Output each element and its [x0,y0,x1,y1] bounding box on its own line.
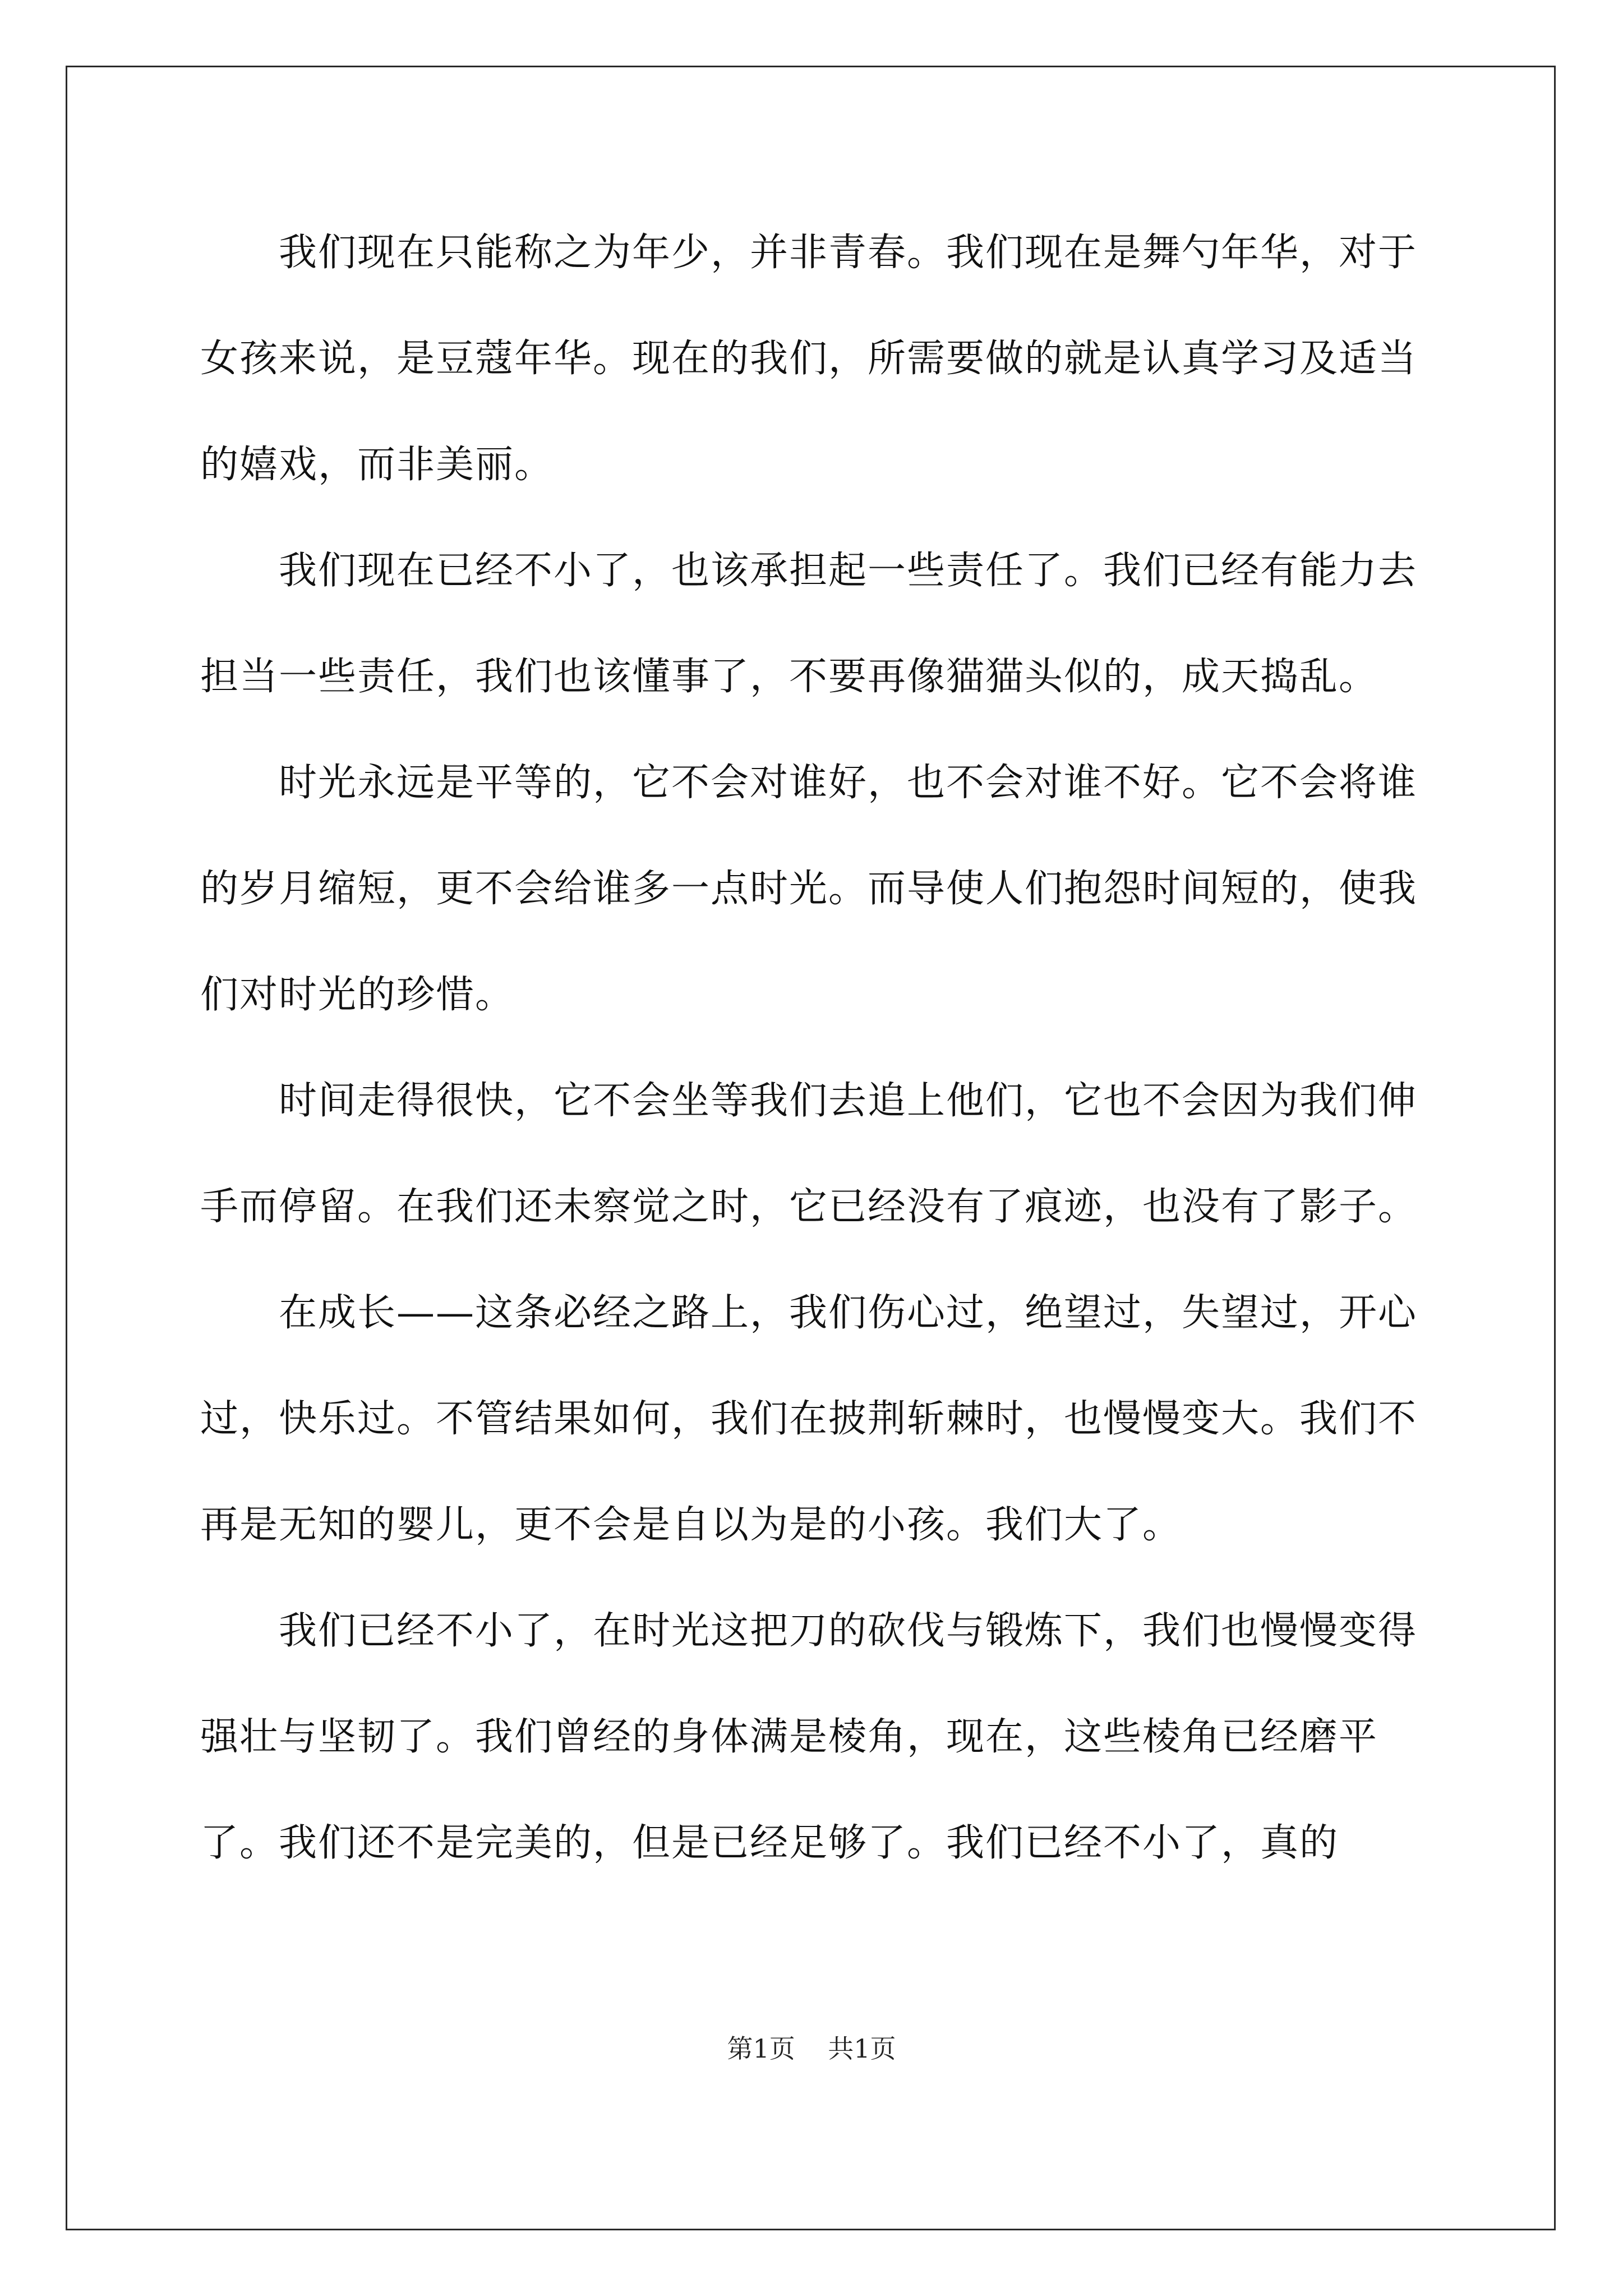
paragraph: 时间走得很快，它不会坐等我们去追上他们，它也不会因为我们伸手而停留。在我们还未察觉之时，它已经没有了痕迹，也没有了影子。 [200,1079,1418,1229]
paragraph: 我们已经不小了，在时光这把刀的砍伐与锻炼下，我们也慢慢变得强壮与坚韧了。我们曾经的身体满是棱角，现在，这些棱角已经磨平了。我们还不是完美的，但是已经足够了。我们已经不小了，真的 [200,1609,1418,1865]
paragraph: 我们现在只能称之为年少，并非青春。我们现在是舞勺年华，对于女孩来说，是豆蔻年华。现在的我们，所需要做的就是认真学习及适当的嬉戏，而非美丽。 [200,231,1418,487]
document-body [200,200,1423,1896]
paragraph: 我们现在已经不小了，也该承担起一些责任了。我们已经有能力去担当一些责任，我们也该懂事了，不要再像猫猫头似的，成天捣乱。 [200,549,1418,699]
paragraph: 时光永远是平等的，它不会对谁好，也不会对谁不好。它不会将谁的岁月缩短，更不会给谁多一点时光。而导使人们抱怨时间短的，使我们对时光的珍惜。 [200,761,1418,1017]
paragraph: 在成长——这条必经之路上，我们伤心过，绝望过，失望过，开心过，快乐过。不管结果如何，我们在披荆斩棘时，也慢慢变大。我们不再是无知的婴儿，更不会是自以为是的小孩。我们大了。 [200,1291,1418,1547]
page-footer: 第1页 共1页 [727,2033,896,2064]
